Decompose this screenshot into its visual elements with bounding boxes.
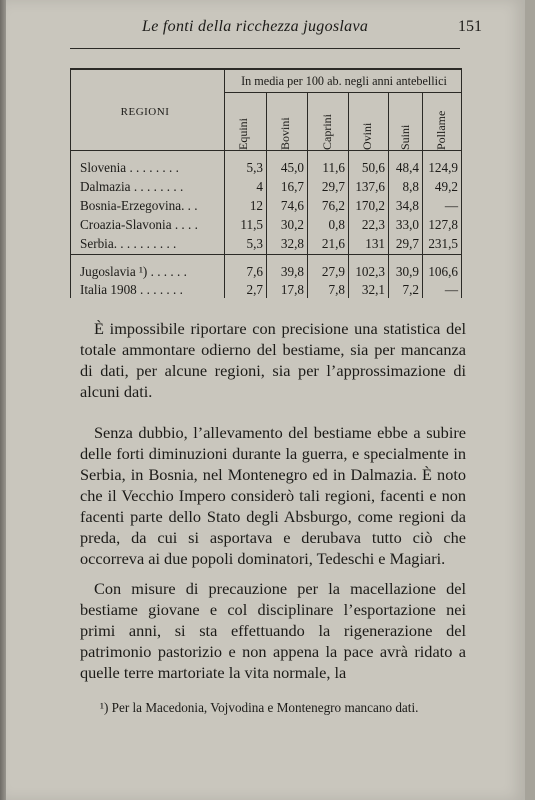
paragraph-text: È impossibile riportare con precisione una statistica del totale ammontare odierno del bestiame, sia per mancanza di dati, per alcune regioni, sia per l’approssimazione di alcuni dati. bbox=[80, 319, 466, 401]
table-cell: 5,3 bbox=[246, 236, 263, 251]
table-right-rule bbox=[461, 68, 462, 298]
table-left-rule bbox=[70, 68, 71, 298]
table-cell: 131 bbox=[365, 236, 385, 251]
running-header bbox=[66, 18, 482, 42]
row-label: Serbia. . . . . . . . . . bbox=[80, 236, 177, 251]
table-subheader-rule bbox=[225, 92, 462, 93]
table-cell: 7,6 bbox=[246, 264, 263, 279]
col-header-ovini: Ovini bbox=[360, 122, 374, 150]
table-cell: 170,2 bbox=[355, 198, 385, 213]
table-cell: 231,5 bbox=[428, 236, 458, 251]
livestock-table bbox=[70, 68, 462, 298]
table-cell: 76,2 bbox=[321, 198, 345, 213]
table-cell: — bbox=[444, 282, 458, 297]
table-cell: 5,3 bbox=[246, 160, 263, 175]
col-header-equini: Equini bbox=[236, 118, 250, 150]
header-rule bbox=[70, 48, 460, 49]
col-header-pollame: Pollame bbox=[434, 110, 448, 150]
paragraph bbox=[80, 578, 466, 683]
footnote: ¹) Per la Macedonia, Vojvodina e Montenegro mancano dati. bbox=[100, 700, 419, 715]
table-cell: 7,8 bbox=[328, 282, 345, 297]
table-cell: 8,8 bbox=[402, 179, 419, 194]
table-cell: 102,3 bbox=[355, 264, 385, 279]
table-group-header: In media per 100 ab. negli anni antebellici bbox=[241, 74, 447, 88]
col-header-suini: Suini bbox=[398, 124, 412, 150]
table-cell: 12 bbox=[249, 198, 263, 213]
table-cell: — bbox=[444, 198, 458, 213]
table-cell: 32,8 bbox=[280, 236, 304, 251]
row-label: Italia 1908 . . . . . . . bbox=[80, 282, 183, 297]
table-cell: 11,6 bbox=[322, 160, 345, 175]
table-cell: 21,6 bbox=[321, 236, 345, 251]
paragraph bbox=[80, 318, 466, 402]
row-label: Jugoslavia ¹) . . . . . . bbox=[80, 264, 187, 279]
table-cell: 2,7 bbox=[246, 282, 263, 297]
table-cell: 137,6 bbox=[355, 179, 385, 194]
table-cell: 7,2 bbox=[402, 282, 419, 297]
table-cell: 16,7 bbox=[280, 179, 304, 194]
table-cell: 48,4 bbox=[395, 160, 419, 175]
book-page bbox=[6, 0, 525, 800]
row-label: Dalmazia . . . . . . . . bbox=[80, 179, 184, 194]
table-cell: 124,9 bbox=[428, 160, 458, 175]
table-cell: 74,6 bbox=[280, 198, 304, 213]
table-cell: 106,6 bbox=[428, 264, 458, 279]
table-cell: 127,8 bbox=[428, 217, 458, 232]
table-cell: 39,8 bbox=[280, 264, 304, 279]
table-cell: 33,0 bbox=[395, 217, 419, 232]
table-cell: 17,8 bbox=[280, 282, 304, 297]
row-label: Croazia-Slavonia . . . . bbox=[80, 217, 198, 232]
col-header-bovini: Bovini bbox=[278, 117, 292, 150]
table-cell: 32,1 bbox=[361, 282, 385, 297]
row-label: Bosnia-Erzegovina. . . bbox=[80, 198, 198, 213]
paragraph bbox=[80, 422, 466, 569]
running-title: Le fonti della ricchezza jugoslava bbox=[142, 18, 369, 35]
page-number: 151 bbox=[458, 18, 482, 35]
row-label: Slovenia . . . . . . . . bbox=[80, 160, 179, 175]
table-cell: 49,2 bbox=[434, 179, 458, 194]
table-cell: 29,7 bbox=[321, 179, 345, 194]
table-cell: 0,8 bbox=[328, 217, 345, 232]
table-cell: 45,0 bbox=[280, 160, 304, 175]
table-cell: 30,2 bbox=[280, 217, 304, 232]
table-cell: 27,9 bbox=[321, 264, 345, 279]
table-cell: 11,5 bbox=[240, 217, 263, 232]
table-cell: 29,7 bbox=[395, 236, 419, 251]
paragraph-text: Senza dubbio, l’allevamento del bestiame ebbe a subire delle forti diminuzioni durante la guerra, e specialmente in Serbia, in Bosnia, nel Montenegro ed in Dalmazia. È noto che il Vecchio Impero considerò tali regioni, facenti e non facenti parte dello Stato degli Absburgo, come regioni da preda, da cui si asportava e derubava tutto ciò che occorreva ai due popoli dominatori, Tedeschi e Magiari. bbox=[80, 423, 466, 568]
table-cell: 4 bbox=[256, 179, 263, 194]
col-header-caprini: Caprini bbox=[320, 114, 334, 150]
table-cell: 34,8 bbox=[395, 198, 419, 213]
table-cell: 30,9 bbox=[395, 264, 419, 279]
table-cell: 22,3 bbox=[361, 217, 385, 232]
table-top-rule bbox=[70, 68, 462, 70]
table-region-header: REGIONI bbox=[120, 106, 170, 118]
paragraph-text: Con misure di precauzione per la macellazione del bestiame giovane e col disciplinare l’esportazione nei primi anni, si sta effettuando la rigenerazione del patrimonio pastorizio e non appena la pace avrà ridato a quelle terre martoriate la vita normale, la bbox=[80, 579, 466, 682]
table-cell: 50,6 bbox=[361, 160, 385, 175]
